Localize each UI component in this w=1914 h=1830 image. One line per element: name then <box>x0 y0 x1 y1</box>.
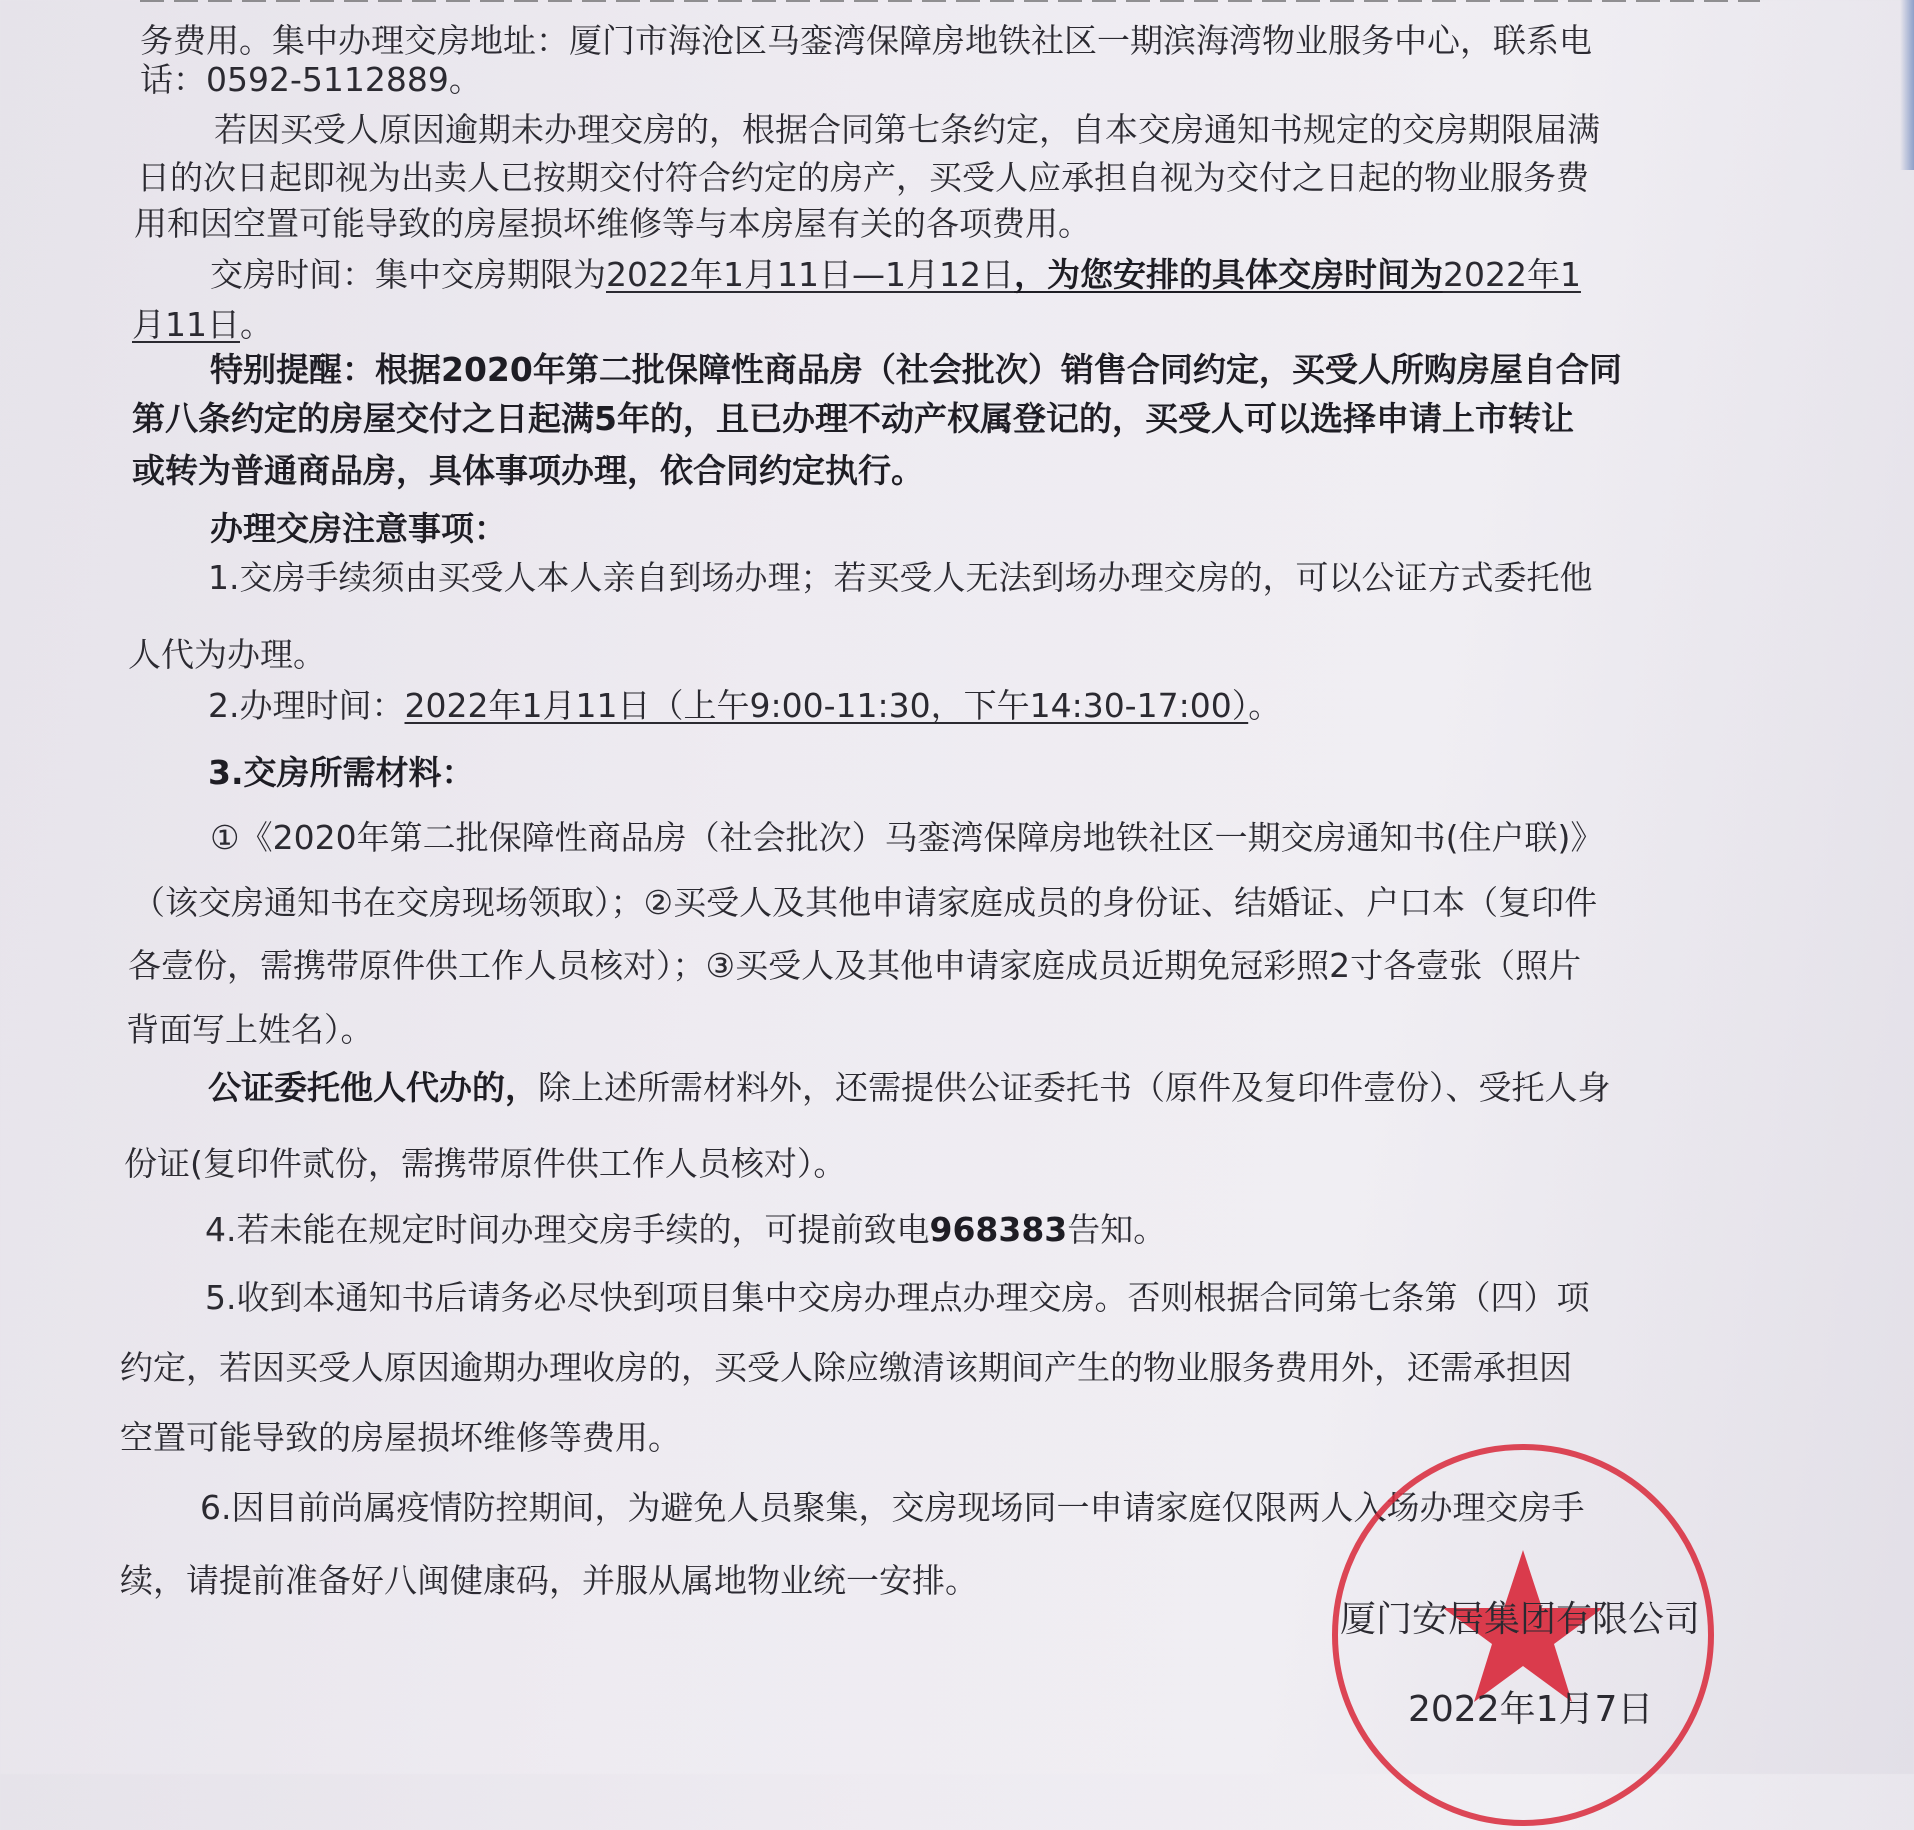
text-line: 务费用。集中办理交房地址：厦门市海沧区马銮湾保障房地铁社区一期滨海湾物业服务中心，联系电 <box>140 21 1592 60</box>
special-reminder-line: 或转为普通商品房，具体事项办理，依合同约定执行。 <box>132 451 924 490</box>
text-line <box>208 1070 1611 1106</box>
text-line: 话：0592-5112889。 <box>140 60 482 99</box>
text-segment: 2.办理时间： <box>208 686 405 725</box>
text-line: 若因买受人原因逾期未办理交房的，根据合同第七条约定，自本交房通知书规定的交房期限届满 <box>214 110 1600 149</box>
signature-date: 2022年1月7日 <box>1408 1689 1654 1730</box>
text-segment: 除上述所需材料外，还需提供公证委托书（原件及复印件壹份）、受托人身 <box>538 1068 1611 1107</box>
text-line: 空置可能导致的房屋损坏维修等费用。 <box>120 1418 681 1457</box>
underlined-date: 2022年1 <box>1442 255 1581 294</box>
signature-company: 厦门安居集团有限公司 <box>1340 1599 1701 1640</box>
text-line: 份证(复印件贰份，需携带原件供工作人员核对）。 <box>124 1144 847 1183</box>
text-line: 1.交房手续须由买受人本人亲自到场办理；若买受人无法到场办理交房的，可以公证方式委托他 <box>208 558 1593 597</box>
underlined-time: 2022年1月11日（上午9:00-11:30，下午14:30-17:00） <box>404 686 1249 725</box>
text-line: 人代为办理。 <box>128 635 326 674</box>
bold-segment: 公证委托他人代办的， <box>208 1068 538 1107</box>
text-line: （该交房通知书在交房现场领取）；②买受人及其他申请家庭成员的身份证、结婚证、户口本（复印件 <box>132 883 1598 922</box>
phone-number: 968383 <box>929 1210 1068 1249</box>
section-heading: 3.交房所需材料： <box>208 753 475 792</box>
text-line: 日的次日起即视为出卖人已按期交付符合约定的房产，买受人应承担自视为交付之日起的物业服务费 <box>137 158 1589 197</box>
cut-off-top-line <box>140 0 1760 8</box>
text-line: 各壹份，需携带原件供工作人员核对）；③买受人及其他申请家庭成员近期免冠彩照2寸各壹张（照片 <box>128 946 1582 985</box>
underlined-text: ，为您安排的具体交房时间为 <box>1013 255 1443 294</box>
text-segment: 告知。 <box>1067 1210 1167 1249</box>
text-line <box>205 1212 1166 1248</box>
text-segment: 。 <box>1248 686 1282 725</box>
text-line: 5.收到本通知书后请务必尽快到项目集中交房办理点办理交房。否则根据合同第七条第（四）项 <box>205 1278 1590 1317</box>
page-edge <box>1900 0 1914 170</box>
text-line: 背面写上姓名）。 <box>126 1010 374 1049</box>
text-line <box>208 688 1281 724</box>
text-line: 6.因目前尚属疫情防控期间，为避免人员聚集，交房现场同一申请家庭仅限两人入场办理交房手 <box>200 1488 1585 1527</box>
special-reminder-line: 第八条约定的房屋交付之日起满5年的，且已办理不动产权属登记的，买受人可以选择申请上市转让 <box>132 399 1574 438</box>
text-segment: 。 <box>240 305 273 344</box>
text-segment: 4.若未能在规定时间办理交房手续的，可提前致电 <box>205 1210 930 1249</box>
underlined-date: 月11日 <box>132 305 240 344</box>
text-line: 用和因空置可能导致的房屋损坏维修等与本房屋有关的各项费用。 <box>134 204 1091 243</box>
underlined-date: 2022年1月11日—1月12日 <box>606 255 1014 294</box>
text-line <box>132 307 273 343</box>
text-line <box>210 257 1581 293</box>
special-reminder-line: 特别提醒：根据2020年第二批保障性商品房（社会批次）销售合同约定，买受人所购房屋自合同 <box>210 350 1622 389</box>
section-heading: 办理交房注意事项： <box>210 509 507 548</box>
text-segment: 交房时间：集中交房期限为 <box>210 255 606 294</box>
text-line: 续，请提前准备好八闽健康码，并服从属地物业统一安排。 <box>120 1561 978 1600</box>
text-line: 约定，若因买受人原因逾期办理收房的，买受人除应缴清该期间产生的物业服务费用外，还需承担因 <box>120 1348 1572 1387</box>
text-line: ①《2020年第二批保障性商品房（社会批次）马銮湾保障房地铁社区一期交房通知书(住户联)》 <box>210 818 1604 857</box>
